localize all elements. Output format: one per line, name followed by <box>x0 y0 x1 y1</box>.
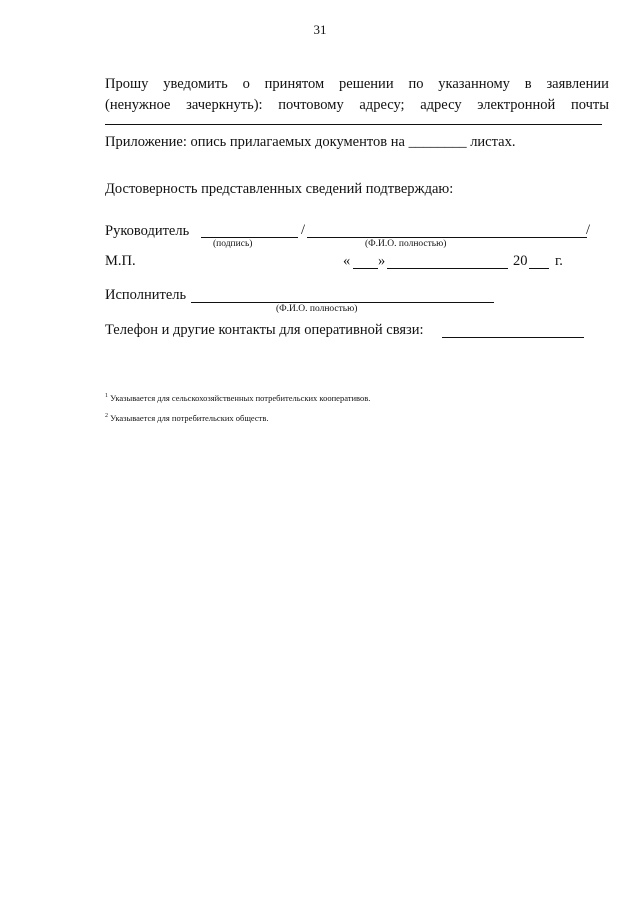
date-open-quote: « <box>343 253 351 269</box>
phone-line[interactable] <box>442 337 584 338</box>
executor-name-line[interactable] <box>191 302 494 303</box>
footnote-text: Указывается для сельскохозяйственных потребительских кооперативов. <box>110 393 371 403</box>
head-name-caption: (Ф.И.О. полностью) <box>365 239 447 249</box>
email-fill-line[interactable] <box>105 124 602 125</box>
word: уведомить <box>163 76 228 92</box>
word: электронной <box>477 97 556 113</box>
word: адресу <box>420 97 462 113</box>
phone-label: Телефон и другие контакты для оперативной связи: <box>105 322 424 338</box>
footnote-mark: 1 <box>105 393 108 400</box>
head-signature-caption: (подпись) <box>213 239 253 249</box>
page-number: 31 <box>313 22 327 37</box>
request-line-1 <box>105 74 609 95</box>
executor-name-caption: (Ф.И.О. полностью) <box>276 304 358 314</box>
date-month-line[interactable] <box>387 268 508 269</box>
word: в <box>524 76 532 92</box>
head-slash-open: / <box>301 222 306 238</box>
footnote-2 <box>105 413 268 423</box>
attachment-prefix: Приложение: опись прилагаемых документов на <box>105 134 405 150</box>
request-line-2 <box>105 95 609 116</box>
date-year-prefix: 20 <box>513 253 528 269</box>
head-name-line[interactable] <box>307 237 587 238</box>
word: принятом <box>264 76 325 92</box>
attachment-line <box>105 134 515 151</box>
word: по <box>408 76 424 92</box>
executor-label: Исполнитель <box>105 287 187 303</box>
word: почтовому <box>278 97 344 113</box>
date-year-line[interactable] <box>529 268 549 269</box>
word: решении <box>339 76 394 92</box>
word: заявлении <box>546 76 609 92</box>
date-year-suffix: г. <box>555 253 563 269</box>
head-label: Руководитель <box>105 223 190 239</box>
head-slash-close: / <box>586 222 591 238</box>
word: почты <box>570 97 609 113</box>
word: (ненужное <box>105 97 171 113</box>
confirmation-text: Достоверность представленных сведений подтверждаю: <box>105 181 454 197</box>
footnote-mark: 2 <box>105 413 108 420</box>
word: указанному <box>438 76 510 92</box>
footnote-1 <box>105 393 370 403</box>
attachment-suffix: листах. <box>470 134 516 150</box>
head-signature-line[interactable] <box>201 237 298 238</box>
word: Прошу <box>105 76 149 92</box>
footnote-text: Указывается для потребительских обществ. <box>110 413 269 423</box>
word: зачеркнуть): <box>186 97 263 113</box>
stamp-label: М.П. <box>105 253 136 269</box>
attachment-sheets-blank[interactable]: ________ <box>408 134 467 150</box>
word: адресу; <box>359 97 405 113</box>
date-day-line[interactable] <box>353 268 378 269</box>
date-close-quote: » <box>378 253 386 269</box>
word: о <box>242 76 250 92</box>
